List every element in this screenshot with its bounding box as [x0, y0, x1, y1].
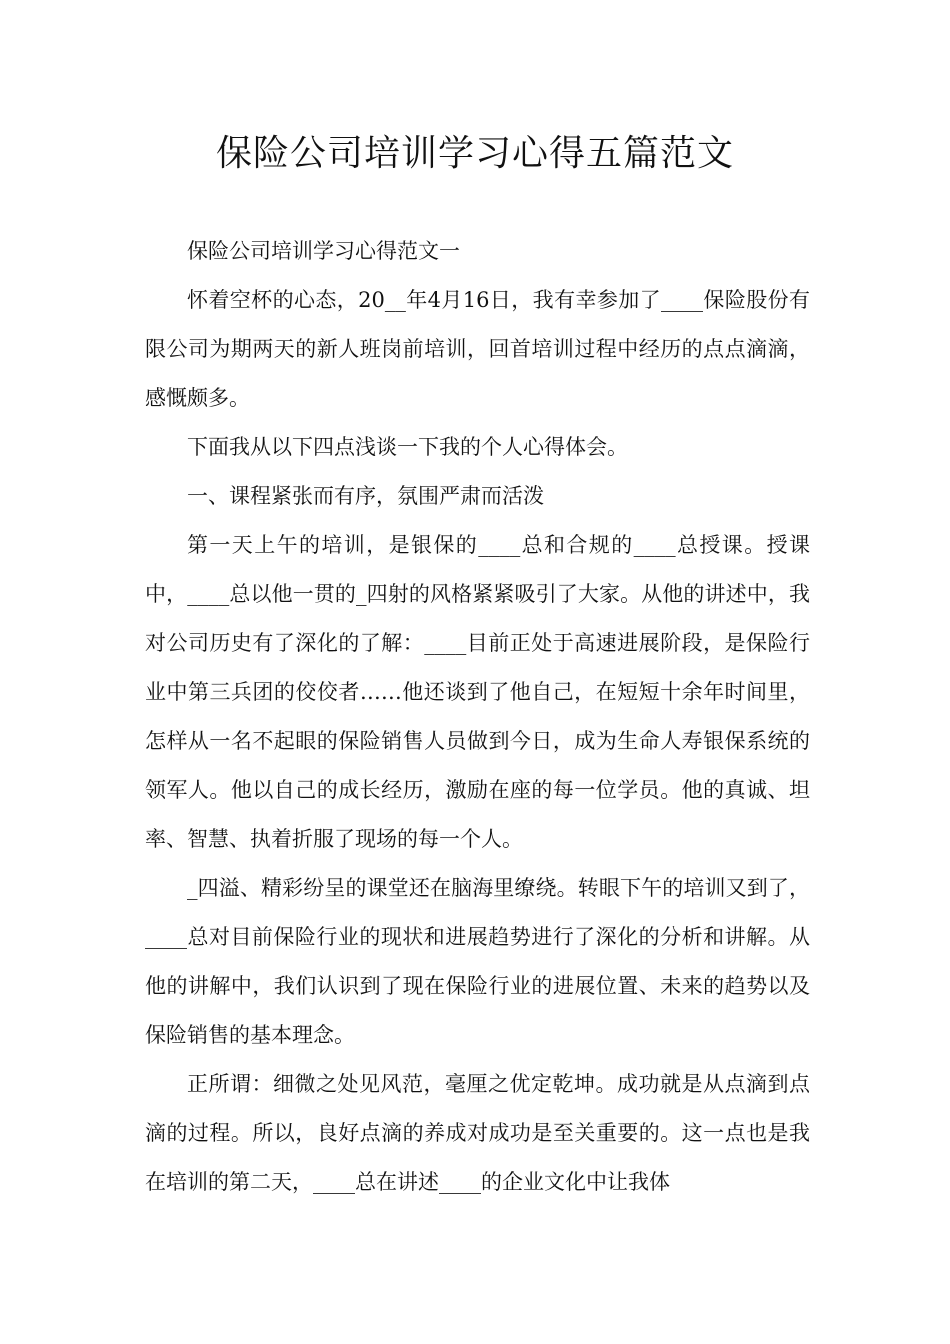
- paragraph: 下面我从以下四点浅谈一下我的个人心得体会。: [187, 435, 628, 459]
- paragraph: 正所谓：细微之处见风范，毫厘之优定乾坤。成功就是从点滴到点滴的过程。所以，良好点滴的养成对成功是至关重要的。这一点也是我在培训的第二天，____总在讲述____的企业文化中让我体: [145, 1072, 810, 1194]
- paragraph: 怀着空杯的心态，20__年4月16日，我有幸参加了____保险股份有限公司为期两天的新人班岗前培训，回首培训过程中经历的点点滴滴，感慨颇多。: [145, 288, 810, 410]
- section-heading: 保险公司培训学习心得范文一: [187, 239, 460, 263]
- paragraph: _四溢、精彩纷呈的课堂还在脑海里缭绕。转眼下午的培训又到了，____总对目前保险行业的现状和进展趋势进行了深化的分析和讲解。从他的讲解中，我们认识到了现在保险行业的进展位置、未来的趋势以及保险销售的基本理念。: [145, 876, 810, 1047]
- document-body: [145, 227, 810, 1207]
- paragraph: 第一天上午的培训，是银保的____总和合规的____总授课。授课中，____总以他一贯的_四射的风格紧紧吸引了大家。从他的讲述中，我对公司历史有了深化的了解：____目前正处于高速进展阶段，是保险行业中第三兵团的佼佼者……他还谈到了他自己，在短短十余年时间里，怎样从一名不起眼的保险销售人员做到今日，成为生命人寿银保系统的领军人。他以自己的成长经历，激励在座的每一位学员。他的真诚、坦率、智慧、执着折服了现场的每一个人。: [145, 533, 810, 851]
- subsection-heading: 一、课程紧张而有序，氛围严肃而活泼: [187, 484, 544, 508]
- document-title: 保险公司培训学习心得五篇范文: [215, 133, 734, 174]
